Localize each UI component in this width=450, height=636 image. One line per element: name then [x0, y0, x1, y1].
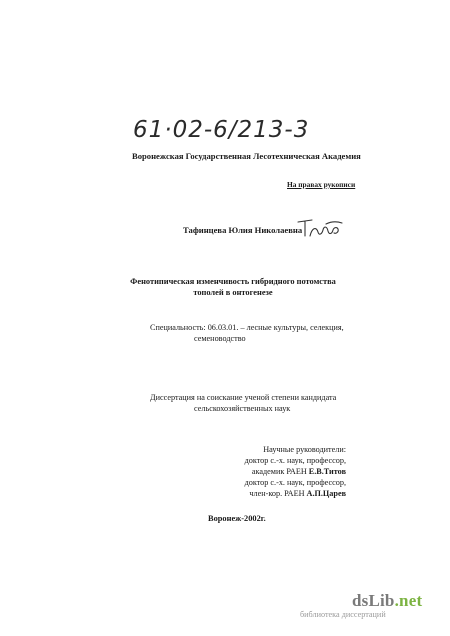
advisor-2-title: член-кор. РАЕН: [249, 489, 305, 498]
watermark-subtitle: библиотека диссертаций: [300, 610, 386, 619]
advisor-1-name: Е.В.Титов: [308, 467, 346, 476]
advisor-1-title: академик РАЕН: [251, 467, 307, 476]
dissertation-title: [128, 276, 338, 298]
city-year: Воронеж-2002г.: [208, 514, 266, 523]
advisors-block: [240, 444, 346, 499]
author-signature: [296, 216, 344, 242]
specialty-block: [150, 322, 350, 344]
manuscript-rights-label: На правах рукописи: [287, 180, 356, 189]
title-line-2: тополей в онтогенезе: [193, 288, 273, 297]
thesis-line-2: сельскохозяйственных наук: [194, 404, 291, 413]
advisor-2-name: А.П.Царев: [306, 489, 346, 498]
institution-name: Воронежская Государственная Лесотехническая Академия: [132, 151, 361, 161]
title-line-1: Фенотипическая изменчивость гибридного потомства: [130, 277, 336, 286]
watermark-logo-tld: .net: [394, 591, 423, 610]
specialty-line-1: Специальность: 06.03.01. – лесные культуры, селекция,: [150, 323, 344, 332]
handwritten-catalog-number: 61·02-6/213-3: [133, 117, 310, 143]
watermark-logo: [300, 591, 422, 611]
advisors-heading: Научные руководители:: [263, 445, 346, 454]
author-name: Тафинцева Юлия Николаевна: [183, 225, 303, 235]
thesis-block: [150, 392, 350, 414]
dslib-watermark[interactable]: [300, 591, 422, 619]
advisor-2-degree: доктор с.-х. наук, профессор,: [244, 478, 346, 487]
watermark-logo-main: dsLib: [352, 591, 395, 610]
thesis-line-1: Диссертация на соискание ученой степени кандидата: [150, 393, 337, 402]
advisor-1-degree: доктор с.-х. наук, профессор,: [244, 456, 346, 465]
specialty-line-2: семеноводство: [194, 334, 246, 343]
